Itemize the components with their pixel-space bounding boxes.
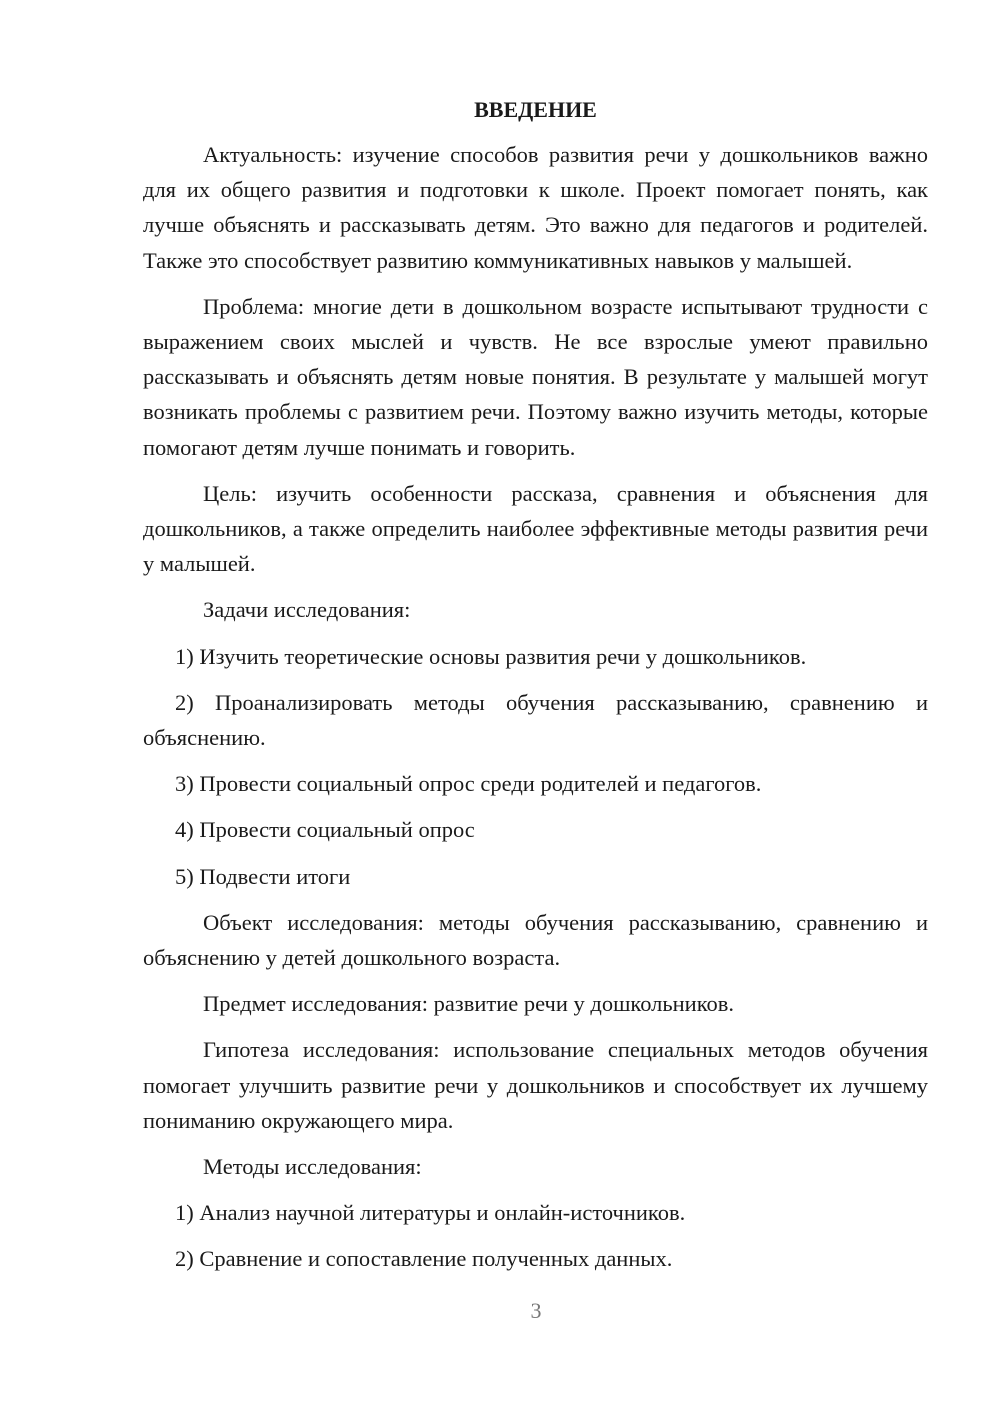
method-item-1: 1) Анализ научной литературы и онлайн-источников. bbox=[175, 1200, 686, 1226]
page-title: ВВЕДЕНИЕ bbox=[474, 97, 597, 122]
page-number: 3 bbox=[530, 1298, 542, 1323]
methods-heading: Методы исследования: bbox=[203, 1154, 422, 1180]
goal-paragraph: Цель: изучить особенности рассказа, сравнения и объяснения для дошкольников, а также определить наиболее эффективные методы развития речи у малышей. bbox=[143, 480, 928, 577]
hypothesis-paragraph: Гипотеза исследования: использование специальных методов обучения помогает улучшить развитие речи у дошкольников и способствует их лучшему пониманию окружающего мира. bbox=[143, 1037, 928, 1133]
method-item-2: 2) Сравнение и сопоставление полученных данных. bbox=[175, 1246, 673, 1272]
task-item-1: 1) Изучить теоретические основы развития речи у дошкольников. bbox=[175, 643, 807, 669]
task-item-2: 2) Проанализировать методы обучения рассказыванию, сравнению и объяснению. bbox=[143, 689, 928, 751]
subject-paragraph: Предмет исследования: развитие речи у дошкольников. bbox=[203, 991, 735, 1017]
problem-paragraph: Проблема: многие дети в дошкольном возрасте испытывают трудности с выражением своих мыслей и чувств. Не все взрослые умеют правильно рассказывать и объяснять детям новые понятия. В результате у малышей могут возникать проблемы с развитием речи. Поэтому важно изучить методы, которые помогают детям лучше понимать и говорить. bbox=[143, 293, 928, 460]
document-page bbox=[143, 95, 928, 1288]
relevance-paragraph: Актуальность: изучение способов развития речи у дошкольников важно для их общего развития и подготовки к школе. Проект помогает понять, как лучше объяснять и рассказывать детям. Это важно для педагогов и родителей. Также это способствует развитию коммуникативных навыков у малышей. bbox=[143, 142, 928, 273]
tasks-heading: Задачи исследования: bbox=[203, 597, 411, 623]
object-paragraph: Объект исследования: методы обучения рассказыванию, сравнению и объяснению у детей дошкольного возраста. bbox=[143, 909, 928, 971]
task-item-5: 5) Подвести итоги bbox=[175, 863, 351, 889]
task-item-4: 4) Провести социальный опрос bbox=[175, 817, 475, 843]
task-item-3: 3) Провести социальный опрос среди родителей и педагогов. bbox=[175, 771, 762, 797]
